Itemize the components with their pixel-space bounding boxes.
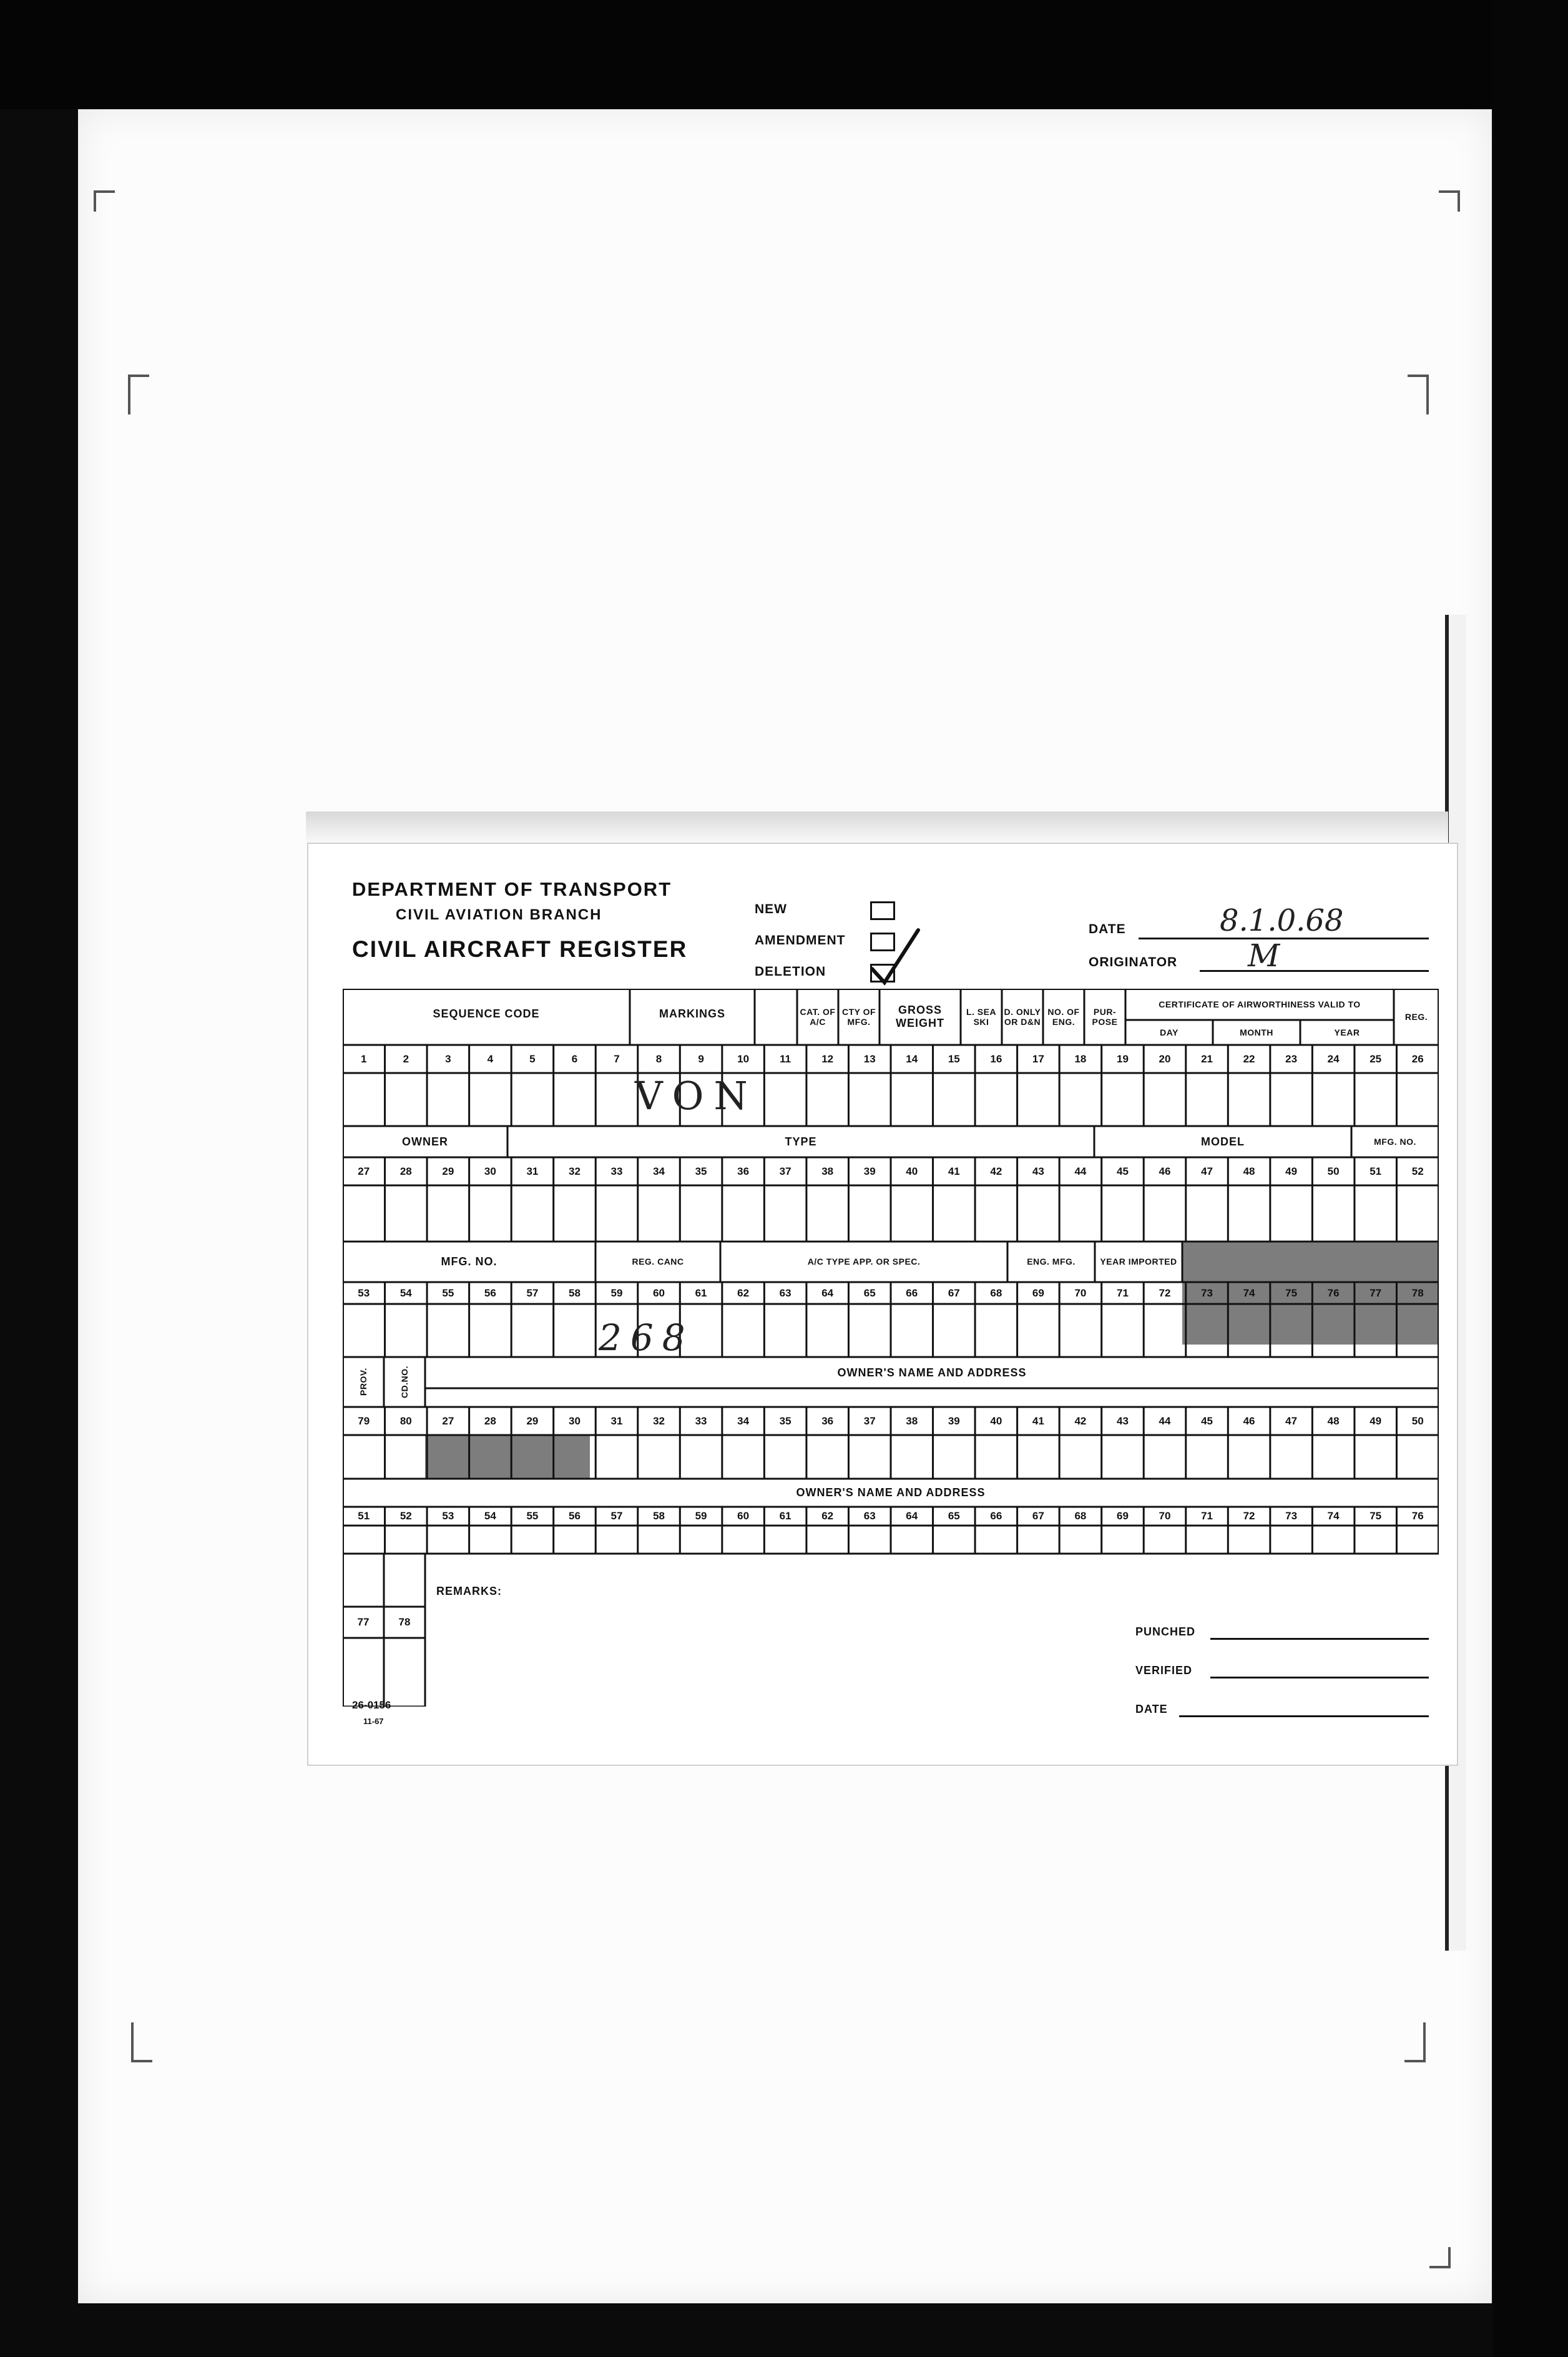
prov-header: PROV.: [358, 1368, 368, 1396]
row2-column-number: 35: [695, 1165, 707, 1177]
row4-column-number: 35: [779, 1414, 791, 1427]
row3-column-number: 57: [526, 1286, 539, 1299]
date-label-2: DATE: [1135, 1703, 1168, 1715]
row4-column-number: 38: [906, 1414, 918, 1427]
row5-column-number: 60: [737, 1510, 750, 1522]
row4-column-number: 48: [1327, 1414, 1340, 1427]
row2-column-number: 52: [1411, 1165, 1424, 1177]
row5-column-number: 64: [906, 1510, 918, 1522]
year-imported-header: YEAR IMPORTED: [1100, 1257, 1177, 1267]
row5-column-number: 63: [863, 1510, 876, 1522]
shaded-owner-block: [425, 1435, 590, 1479]
register-card: [307, 843, 1458, 1766]
row5-column-number: 67: [1032, 1510, 1044, 1522]
day-header: DAY: [1160, 1027, 1178, 1037]
row3-column-number: 62: [737, 1286, 750, 1299]
row2-column-number: 43: [1032, 1165, 1044, 1177]
row5-column-number: 70: [1159, 1510, 1171, 1522]
row3-column-number: 74: [1243, 1286, 1255, 1299]
row4-column-number: 49: [1370, 1414, 1382, 1427]
row5-column-number: 52: [399, 1510, 412, 1522]
row4-column-number: 28: [484, 1414, 496, 1427]
sequence-code-header: SEQUENCE CODE: [433, 1007, 540, 1020]
cat-ac-header: CAT. OF A/C: [800, 1006, 836, 1027]
row4-column-number: 29: [526, 1414, 539, 1427]
row1-column-number: 9: [698, 1052, 704, 1065]
form-number: 26-0156: [352, 1699, 391, 1711]
row2-column-number: 33: [610, 1165, 623, 1177]
row5-column-number: 71: [1201, 1510, 1213, 1522]
row1-column-number: 25: [1370, 1052, 1382, 1065]
row1-column-number: 23: [1285, 1052, 1298, 1065]
row5-column-number: 66: [990, 1510, 1002, 1522]
row1-column-number: 11: [780, 1052, 791, 1065]
row3-column-number: 69: [1032, 1286, 1044, 1299]
originator-line: [1200, 970, 1429, 972]
row4-column-number: 45: [1201, 1414, 1213, 1427]
row3-column-number: 56: [484, 1286, 496, 1299]
row4-column-number: 39: [948, 1414, 960, 1427]
row3-column-number: 64: [821, 1286, 834, 1299]
originator-label: ORIGINATOR: [1089, 955, 1178, 969]
row1-column-number: 18: [1074, 1052, 1087, 1065]
owner-address-header: OWNER'S NAME AND ADDRESS: [837, 1366, 1027, 1379]
reg-canc-header: REG. CANC: [632, 1257, 684, 1267]
row3-column-number: 55: [442, 1286, 454, 1299]
row2-column-number: 46: [1159, 1165, 1171, 1177]
amendment-label: AMENDMENT: [755, 933, 846, 948]
crop-mark-bottom-left: [131, 2022, 152, 2062]
row5-column-number: 62: [821, 1510, 834, 1522]
cd-no-header: CD.NO.: [399, 1366, 409, 1398]
row1-column-number: 19: [1116, 1052, 1129, 1065]
row5-column-number: 59: [695, 1510, 707, 1522]
row5-column-number: 56: [568, 1510, 581, 1522]
row5-column-number: 53: [442, 1510, 454, 1522]
department-title: DEPARTMENT OF TRANSPORT: [352, 878, 672, 900]
punched-label: PUNCHED: [1135, 1625, 1196, 1638]
row4-column-number: 43: [1116, 1414, 1129, 1427]
row3-column-number: 60: [653, 1286, 665, 1299]
crop-mark-mid-left: [128, 375, 149, 414]
row5-column-number: 65: [948, 1510, 960, 1522]
crop-mark-top-right: [1439, 190, 1460, 212]
branch-title: CIVIL AVIATION BRANCH: [396, 906, 602, 923]
row3-column-number: 61: [695, 1286, 707, 1299]
row4-column-number: 46: [1243, 1414, 1255, 1427]
year-header: YEAR: [1334, 1027, 1360, 1037]
row2-column-number: 41: [948, 1165, 960, 1177]
film-border-top: [0, 0, 1568, 109]
row3-column-number: 78: [1411, 1286, 1424, 1299]
model-header: MODEL: [1201, 1135, 1245, 1148]
new-checkbox[interactable]: [870, 901, 895, 920]
row5-column-number: 61: [779, 1510, 791, 1522]
date-label: DATE: [1089, 922, 1126, 936]
row2-column-number: 51: [1370, 1165, 1382, 1177]
verified-label: VERIFIED: [1135, 1664, 1193, 1677]
eng-mfg-header: ENG. MFG.: [1027, 1257, 1076, 1267]
row1-column-number: 5: [529, 1052, 536, 1065]
row1-column-number: 22: [1243, 1052, 1255, 1065]
reg-header: REG.: [1404, 1011, 1428, 1022]
remarks-label: REMARKS:: [436, 1585, 502, 1597]
row2-column-number: 40: [906, 1165, 918, 1177]
row2-column-number: 36: [737, 1165, 750, 1177]
deletion-label: DELETION: [755, 964, 826, 979]
deletion-checkmark-icon: [867, 925, 923, 987]
row2-column-number: 30: [484, 1165, 496, 1177]
row2-column-number: 42: [990, 1165, 1002, 1177]
shaded-header-block: [1182, 1242, 1439, 1282]
row2-column-number: 50: [1327, 1165, 1340, 1177]
row1-column-number: 8: [655, 1052, 662, 1065]
row1-column-number: 16: [990, 1052, 1002, 1065]
form-date: 11-67: [363, 1717, 384, 1726]
row2-column-number: 45: [1116, 1165, 1129, 1177]
row1-column-number: 17: [1032, 1052, 1044, 1065]
crop-mark-bottom-right: [1404, 2022, 1426, 2062]
row2-column-number: 47: [1201, 1165, 1213, 1177]
row4-column-number: 50: [1411, 1414, 1424, 1427]
row5-column-number: 72: [1243, 1510, 1255, 1522]
d-only-header: D. ONLY OR D&N: [1004, 1006, 1041, 1027]
row1-column-number: 14: [906, 1052, 918, 1065]
row1-column-number: 21: [1201, 1052, 1213, 1065]
gross-weight-header: GROSS WEIGHT: [896, 1004, 944, 1029]
row6-column-number: 78: [398, 1616, 411, 1629]
row1-column-number: 13: [863, 1052, 876, 1065]
row1-column-number: 3: [445, 1052, 451, 1065]
row3-column-number: 71: [1116, 1286, 1129, 1299]
crop-mark-bottom-corner: [1429, 2247, 1451, 2268]
register-grid: [343, 989, 1439, 1715]
card-shadow: [306, 811, 1448, 846]
row2-column-number: 44: [1074, 1165, 1087, 1177]
row1-column-number: 12: [821, 1052, 834, 1065]
no-eng-header: NO. OF ENG.: [1047, 1006, 1080, 1027]
row1-column-number: 4: [487, 1052, 494, 1065]
row1-column-number: 1: [361, 1052, 367, 1065]
month-header: MONTH: [1240, 1027, 1273, 1037]
row5-column-number: 58: [653, 1510, 665, 1522]
row2-column-number: 32: [568, 1165, 581, 1177]
row3-column-number: 59: [610, 1286, 623, 1299]
row1-column-number: 20: [1159, 1052, 1171, 1065]
row5-column-number: 75: [1370, 1510, 1382, 1522]
punched-line: [1210, 1638, 1429, 1640]
crop-mark-top-left: [94, 190, 115, 212]
row3-column-number: 54: [399, 1286, 412, 1299]
row5-column-number: 74: [1327, 1510, 1340, 1522]
film-border-right: [1493, 0, 1568, 2357]
row5-column-number: 68: [1074, 1510, 1087, 1522]
row1-column-number: 26: [1411, 1052, 1424, 1065]
row3-column-number: 65: [863, 1286, 876, 1299]
date-value: 8.1.0.68: [1220, 903, 1344, 938]
l-sea-ski-header: L. SEA SKI: [966, 1006, 997, 1027]
row3-column-number: 63: [779, 1286, 791, 1299]
row2-column-number: 34: [653, 1165, 665, 1177]
row5-column-number: 51: [358, 1510, 370, 1522]
row4-column-number: 30: [568, 1414, 581, 1427]
row2-column-number: 37: [779, 1165, 791, 1177]
row1-column-number: 7: [614, 1052, 620, 1065]
row3-column-number: 70: [1074, 1286, 1087, 1299]
row3-column-number: 72: [1159, 1286, 1171, 1299]
ac-type-app-header: A/C TYPE APP. OR SPEC.: [807, 1257, 921, 1267]
row4-column-number: 27: [442, 1414, 454, 1427]
row4-column-number: 80: [399, 1414, 412, 1427]
row2-column-number: 27: [358, 1165, 370, 1177]
row2-column-number: 29: [442, 1165, 454, 1177]
owner-address-header-2: OWNER'S NAME AND ADDRESS: [796, 1486, 986, 1499]
row1-column-number: 2: [403, 1052, 409, 1065]
row2-column-number: 49: [1285, 1165, 1298, 1177]
mfg-no-header-2: MFG. NO.: [441, 1255, 497, 1268]
row3-column-number: 75: [1285, 1286, 1298, 1299]
row2-column-number: 48: [1243, 1165, 1255, 1177]
crop-mark-mid-right: [1408, 375, 1429, 414]
date-line-2: [1179, 1715, 1429, 1717]
row4-column-number: 37: [863, 1414, 876, 1427]
row5-column-number: 69: [1116, 1510, 1129, 1522]
mfg-no-header: MFG. NO.: [1374, 1136, 1416, 1147]
row4-column-number: 41: [1032, 1414, 1044, 1427]
row2-column-number: 38: [821, 1165, 834, 1177]
cty-mfg-header: CTY OF MFG.: [841, 1006, 876, 1027]
markings-header: MARKINGS: [659, 1007, 725, 1020]
row4-column-number: 47: [1285, 1414, 1298, 1427]
row1-column-number: 10: [737, 1052, 750, 1065]
row4-column-number: 40: [990, 1414, 1002, 1427]
type-header: TYPE: [785, 1135, 817, 1148]
row4-column-number: 32: [653, 1414, 665, 1427]
row4-column-number: 33: [695, 1414, 707, 1427]
row3-column-number: 67: [948, 1286, 960, 1299]
row2-column-number: 31: [526, 1165, 539, 1177]
verified-line: [1210, 1677, 1429, 1678]
row3-column-number: 76: [1327, 1286, 1340, 1299]
row4-column-number: 79: [358, 1414, 370, 1427]
markings-written: VON: [635, 1073, 758, 1119]
row3-column-number: 73: [1201, 1286, 1213, 1299]
row1-column-number: 15: [948, 1052, 960, 1065]
row1-column-number: 24: [1327, 1052, 1340, 1065]
row5-column-number: 73: [1285, 1510, 1298, 1522]
row5-column-number: 54: [484, 1510, 496, 1522]
row2-column-number: 28: [399, 1165, 412, 1177]
new-label: NEW: [755, 902, 787, 916]
airworthiness-header: CERTIFICATE OF AIRWORTHINESS VALID TO: [1159, 999, 1361, 1009]
row6-column-number: 77: [357, 1616, 370, 1629]
row4-column-number: 36: [821, 1414, 834, 1427]
row2-column-number: 39: [863, 1165, 876, 1177]
row3-column-number: 58: [568, 1286, 581, 1299]
row5-column-number: 55: [526, 1510, 539, 1522]
row3-column-number: 66: [906, 1286, 918, 1299]
reg-canc-written: 268: [599, 1316, 694, 1359]
row4-column-number: 34: [737, 1414, 750, 1427]
row1-column-number: 6: [571, 1052, 578, 1065]
row3-column-number: 68: [990, 1286, 1002, 1299]
row4-column-number: 44: [1159, 1414, 1171, 1427]
row3-column-number: 77: [1370, 1286, 1382, 1299]
row3-column-number: 53: [358, 1286, 370, 1299]
row4-column-number: 31: [610, 1414, 623, 1427]
register-title: CIVIL AIRCRAFT REGISTER: [352, 936, 688, 962]
grid-lines: [343, 989, 1439, 1707]
row4-column-number: 42: [1074, 1414, 1087, 1427]
purpose-header: PUR-POSE: [1092, 1006, 1118, 1027]
row5-column-number: 76: [1411, 1510, 1424, 1522]
originator-initials: M: [1248, 938, 1280, 974]
owner-header: OWNER: [402, 1135, 448, 1148]
row5-column-number: 57: [610, 1510, 623, 1522]
